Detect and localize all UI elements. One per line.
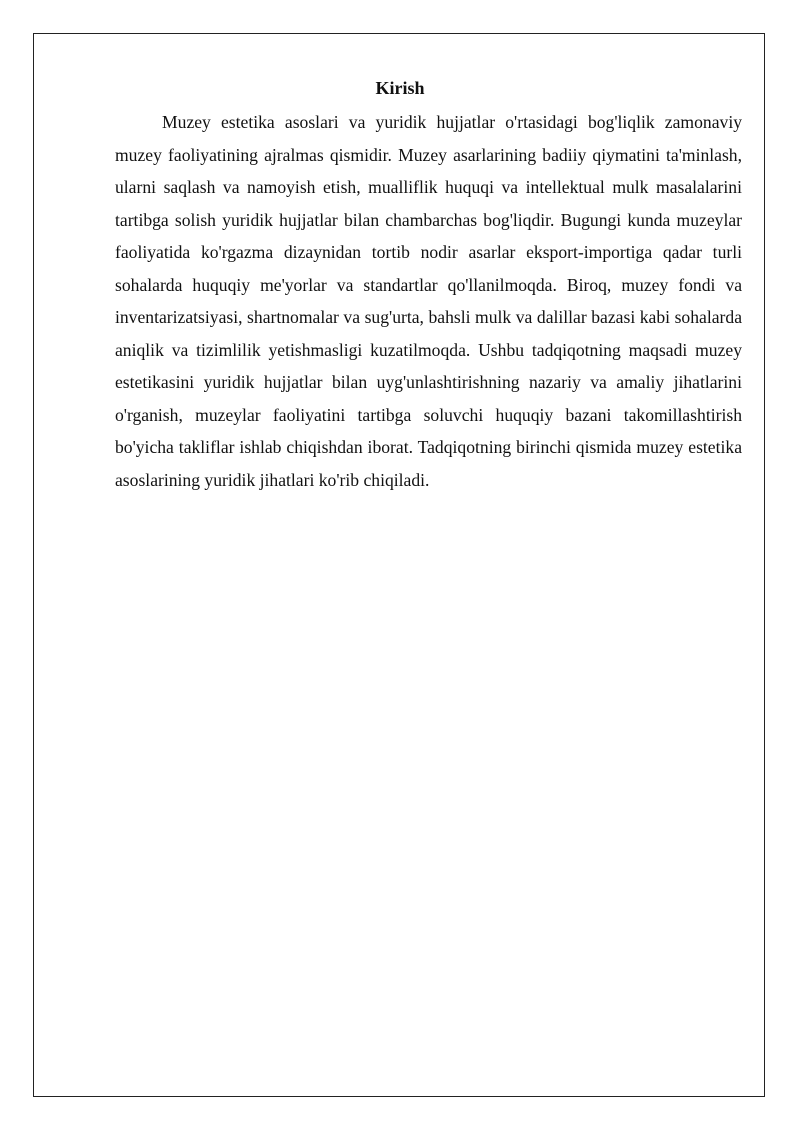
page-title: Kirish — [375, 78, 425, 98]
body-paragraph: Muzey estetika asoslari va yuridik hujjatlar o'rtasidagi bog'liqlik zamonaviy muzey faoliyatining ajralmas qismidir. Muzey asarlarining badiiy qiymatini ta'minlash, ularni saqlash va namoyish etish, mualliflik huquqi va intellektual mulk masalalarini tartibga solish yuridik hujjatlar bilan chambarchas bog'liqdir. Bugungi kunda muzeylar faoliyatida ko'rgazma dizaynidan tortib nodir asarlar eksport-importiga qadar turli sohalarda huquqiy me'yorlar va standartlar qo'llanilmoqda. Biroq, muzey fondi va inventarizatsiyasi, shartnomalar va sug'urta, bahsli mulk va dalillar bazasi kabi sohalarda aniqlik va tizimlilik yetishmasligi kuzatilmoqda. Ushbu tadqiqotning maqsadi muzey estetikasini yuridik hujjatlar bilan uyg'unlashtirishning nazariy va amaliy jihatlarini o'rganish, muzeylar faoliyatini tartibga soluvchi huquqiy bazani takomillashtirish bo'yicha takliflar ishlab chiqishdan iborat. Tadqiqotning birinchi qismida muzey estetika asoslarining yuridik jihatlari ko'rib chiqiladi. — [115, 112, 742, 490]
